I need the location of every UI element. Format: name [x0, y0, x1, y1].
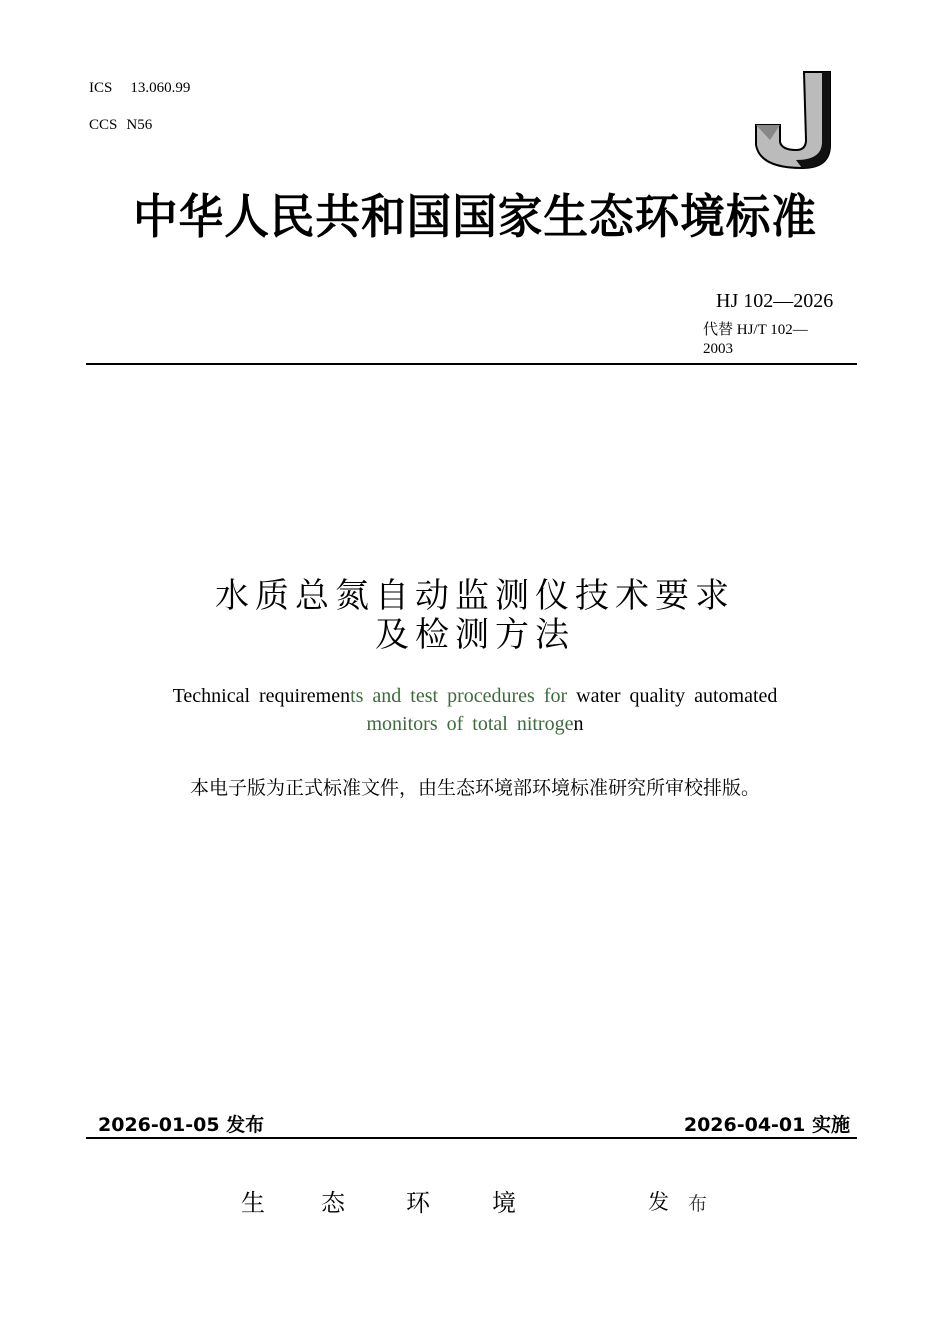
english-title-line2: [0, 713, 950, 736]
divider: [86, 363, 857, 365]
replaces-standard: 代替 HJ/T 102—: [703, 322, 808, 338]
english-title-part: ts and test procedures for: [350, 685, 568, 707]
issuer-char: 境: [492, 1189, 516, 1217]
issuer-char: 环: [406, 1189, 430, 1217]
publish-date: 2026-01-05 发布: [98, 1114, 265, 1136]
issuer-char: 发: [648, 1190, 669, 1214]
english-title-part: n: [573, 713, 584, 735]
standard-number: HJ 102—2026: [716, 290, 834, 312]
ccs-code: [89, 117, 152, 134]
english-title-part: Technical requiremen: [172, 685, 351, 707]
issuer-char: 布: [688, 1193, 708, 1215]
ics-code: [89, 80, 190, 97]
english-title-part: monitors of total nitroge: [366, 713, 574, 735]
divider: [86, 1137, 857, 1139]
english-title-line1: [0, 685, 950, 708]
implement-date: 2026-04-01 实施: [683, 1114, 850, 1136]
issuer-char: 态: [321, 1189, 345, 1217]
document-title-line1: 水质总氮自动监测仪技术要求: [215, 576, 735, 616]
replaces-standard-year: 2003: [703, 341, 733, 357]
issuer-char: 生: [241, 1189, 265, 1217]
ccs-value: N56: [126, 117, 153, 133]
document-title-line2: 及检测方法: [375, 615, 575, 655]
ics-label: ICS: [89, 80, 113, 96]
j-logo-icon: [752, 70, 832, 170]
page-title: 中华人民共和国国家生态环境标准: [133, 190, 817, 245]
electronic-version-notice: 本电子版为正式标准文件，由生态环境部环境标准研究所审校排版。: [189, 777, 760, 799]
ics-value: 13.060.99: [130, 80, 191, 96]
english-title-part: water quality automated: [567, 685, 778, 707]
ccs-label: CCS: [89, 117, 118, 133]
